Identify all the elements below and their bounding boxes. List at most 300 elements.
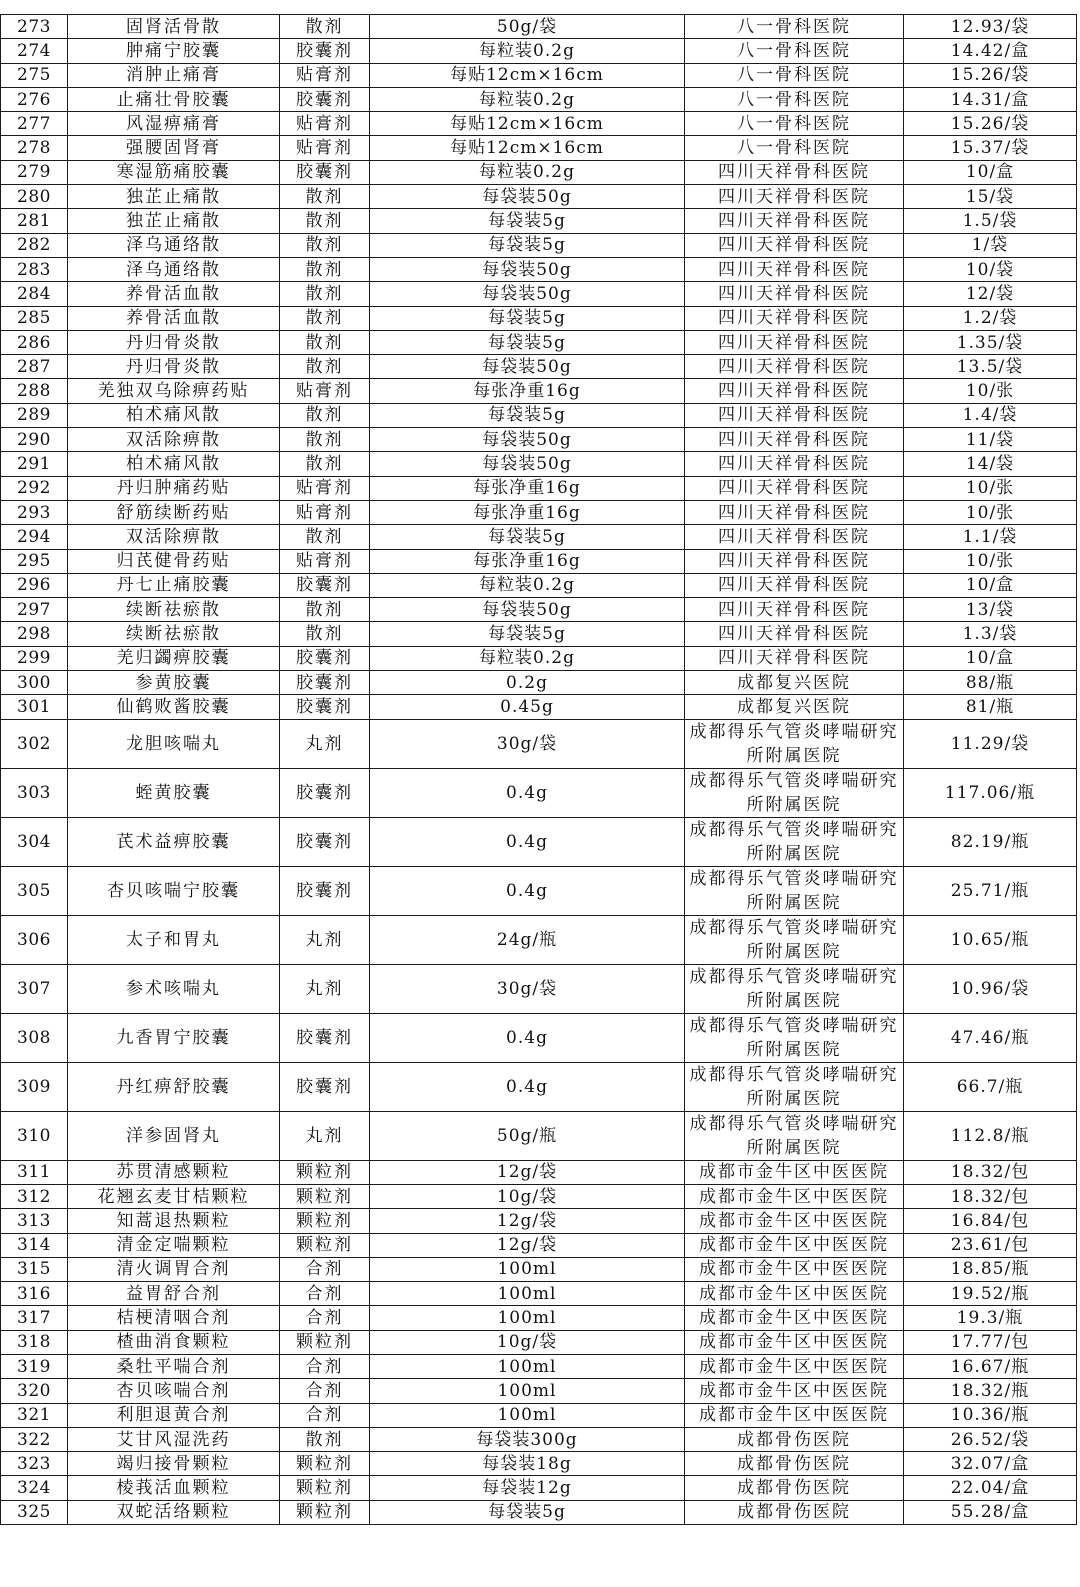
dosage-form-cell: 胶囊剂 xyxy=(280,768,370,817)
table-row xyxy=(1,1403,1077,1427)
hospital-name-cell: 八一骨科医院 xyxy=(685,87,904,111)
unit-price-cell: 32.07/盒 xyxy=(904,1452,1077,1476)
drug-name-cell: 丹归骨炎散 xyxy=(68,355,280,379)
dosage-form-cell: 贴膏剂 xyxy=(280,476,370,500)
unit-price-cell: 112.8/瓶 xyxy=(904,1111,1077,1160)
specification-cell: 每粒装0.2g xyxy=(370,573,685,597)
hospital-name-cell: 成都骨伤医院 xyxy=(685,1452,904,1476)
dosage-form-cell: 胶囊剂 xyxy=(280,671,370,695)
unit-price-cell: 10.65/瓶 xyxy=(904,915,1077,964)
drug-name-cell: 风湿痹痛膏 xyxy=(68,112,280,136)
hospital-name-cell: 成都市金牛区中医医院 xyxy=(685,1209,904,1233)
dosage-form-cell: 散剂 xyxy=(280,209,370,233)
unit-price-cell: 47.46/瓶 xyxy=(904,1013,1077,1062)
dosage-form-cell: 贴膏剂 xyxy=(280,136,370,160)
row-number-cell: 278 xyxy=(1,136,68,160)
drug-name-cell: 杏贝咳喘合剂 xyxy=(68,1379,280,1403)
dosage-form-cell: 贴膏剂 xyxy=(280,500,370,524)
drug-name-cell: 羌归蠲痹胶囊 xyxy=(68,646,280,670)
hospital-name-cell: 四川天祥骨科医院 xyxy=(685,500,904,524)
hospital-name-cell: 成都骨伤医院 xyxy=(685,1476,904,1500)
hospital-name-cell: 八一骨科医院 xyxy=(685,136,904,160)
unit-price-cell: 14/袋 xyxy=(904,452,1077,476)
unit-price-cell: 12/袋 xyxy=(904,282,1077,306)
hospital-name-cell: 成都复兴医院 xyxy=(685,671,904,695)
unit-price-cell: 1.35/袋 xyxy=(904,330,1077,354)
drug-name-cell: 强腰固肾膏 xyxy=(68,136,280,160)
table-row xyxy=(1,1306,1077,1330)
specification-cell: 50g/瓶 xyxy=(370,1111,685,1160)
drug-name-cell: 清火调胃合剂 xyxy=(68,1257,280,1281)
specification-cell: 每张净重16g xyxy=(370,500,685,524)
row-number-cell: 310 xyxy=(1,1111,68,1160)
dosage-form-cell: 颗粒剂 xyxy=(280,1500,370,1524)
hospital-name-cell: 成都市金牛区中医医院 xyxy=(685,1330,904,1354)
dosage-form-cell: 丸剂 xyxy=(280,719,370,768)
specification-cell: 100ml xyxy=(370,1403,685,1427)
drug-name-cell: 肿痛宁胶囊 xyxy=(68,39,280,63)
hospital-name-cell: 四川天祥骨科医院 xyxy=(685,428,904,452)
specification-cell: 每袋装12g xyxy=(370,1476,685,1500)
row-number-cell: 304 xyxy=(1,817,68,866)
table-row xyxy=(1,1013,1077,1062)
specification-cell: 每贴12cm×16cm xyxy=(370,63,685,87)
specification-cell: 50g/袋 xyxy=(370,15,685,39)
specification-cell: 10g/袋 xyxy=(370,1184,685,1208)
specification-cell: 每袋装5g xyxy=(370,525,685,549)
dosage-form-cell: 丸剂 xyxy=(280,915,370,964)
row-number-cell: 281 xyxy=(1,209,68,233)
unit-price-cell: 1.4/袋 xyxy=(904,403,1077,427)
row-number-cell: 318 xyxy=(1,1330,68,1354)
table-row xyxy=(1,1257,1077,1281)
drug-name-cell: 归芪健骨药贴 xyxy=(68,549,280,573)
unit-price-cell: 1.1/袋 xyxy=(904,525,1077,549)
unit-price-cell: 1/袋 xyxy=(904,233,1077,257)
unit-price-cell: 15/袋 xyxy=(904,185,1077,209)
hospital-name-cell: 四川天祥骨科医院 xyxy=(685,476,904,500)
unit-price-cell: 15.26/袋 xyxy=(904,63,1077,87)
dosage-form-cell: 颗粒剂 xyxy=(280,1209,370,1233)
table-row xyxy=(1,1160,1077,1184)
drug-name-cell: 花翘玄麦甘桔颗粒 xyxy=(68,1184,280,1208)
unit-price-cell: 10/张 xyxy=(904,549,1077,573)
hospital-name-cell: 成都得乐气管炎哮喘研究所附属医院 xyxy=(685,866,904,915)
dosage-form-cell: 散剂 xyxy=(280,403,370,427)
table-body xyxy=(1,15,1077,1525)
specification-cell: 每袋装5g xyxy=(370,233,685,257)
unit-price-cell: 10/袋 xyxy=(904,257,1077,281)
dosage-form-cell: 胶囊剂 xyxy=(280,646,370,670)
row-number-cell: 317 xyxy=(1,1306,68,1330)
row-number-cell: 301 xyxy=(1,695,68,719)
drug-name-cell: 桔梗清咽合剂 xyxy=(68,1306,280,1330)
dosage-form-cell: 散剂 xyxy=(280,282,370,306)
unit-price-cell: 25.71/瓶 xyxy=(904,866,1077,915)
unit-price-cell: 10.96/袋 xyxy=(904,964,1077,1013)
row-number-cell: 290 xyxy=(1,428,68,452)
specification-cell: 每袋装50g xyxy=(370,598,685,622)
row-number-cell: 296 xyxy=(1,573,68,597)
row-number-cell: 316 xyxy=(1,1282,68,1306)
table-row xyxy=(1,1330,1077,1354)
dosage-form-cell: 散剂 xyxy=(280,233,370,257)
unit-price-cell: 10/盒 xyxy=(904,646,1077,670)
row-number-cell: 312 xyxy=(1,1184,68,1208)
specification-cell: 每粒装0.2g xyxy=(370,87,685,111)
table-row xyxy=(1,1209,1077,1233)
table-row xyxy=(1,915,1077,964)
row-number-cell: 288 xyxy=(1,379,68,403)
hospital-name-cell: 四川天祥骨科医院 xyxy=(685,622,904,646)
dosage-form-cell: 散剂 xyxy=(280,598,370,622)
drug-name-cell: 丹红痹舒胶囊 xyxy=(68,1062,280,1111)
specification-cell: 0.4g xyxy=(370,1062,685,1111)
hospital-name-cell: 四川天祥骨科医院 xyxy=(685,306,904,330)
row-number-cell: 289 xyxy=(1,403,68,427)
table-row xyxy=(1,646,1077,670)
specification-cell: 每贴12cm×16cm xyxy=(370,112,685,136)
drug-name-cell: 参黄胶囊 xyxy=(68,671,280,695)
dosage-form-cell: 丸剂 xyxy=(280,964,370,1013)
table-row xyxy=(1,573,1077,597)
hospital-name-cell: 四川天祥骨科医院 xyxy=(685,257,904,281)
table-row xyxy=(1,622,1077,646)
table-row xyxy=(1,671,1077,695)
table-row xyxy=(1,379,1077,403)
table-row xyxy=(1,63,1077,87)
unit-price-cell: 16.84/包 xyxy=(904,1209,1077,1233)
drug-name-cell: 舒筋续断药贴 xyxy=(68,500,280,524)
table-row xyxy=(1,1379,1077,1403)
specification-cell: 每袋装50g xyxy=(370,257,685,281)
drug-name-cell: 消肿止痛膏 xyxy=(68,63,280,87)
dosage-form-cell: 胶囊剂 xyxy=(280,1062,370,1111)
dosage-form-cell: 散剂 xyxy=(280,257,370,281)
drug-name-cell: 泽乌通络散 xyxy=(68,257,280,281)
row-number-cell: 325 xyxy=(1,1500,68,1524)
hospital-name-cell: 四川天祥骨科医院 xyxy=(685,160,904,184)
dosage-form-cell: 颗粒剂 xyxy=(280,1330,370,1354)
unit-price-cell: 10/张 xyxy=(904,500,1077,524)
table-row xyxy=(1,1452,1077,1476)
hospital-name-cell: 四川天祥骨科医院 xyxy=(685,573,904,597)
row-number-cell: 320 xyxy=(1,1379,68,1403)
table-row xyxy=(1,768,1077,817)
specification-cell: 0.45g xyxy=(370,695,685,719)
specification-cell: 每袋装5g xyxy=(370,306,685,330)
table-row xyxy=(1,160,1077,184)
row-number-cell: 314 xyxy=(1,1233,68,1257)
unit-price-cell: 18.32/包 xyxy=(904,1160,1077,1184)
dosage-form-cell: 胶囊剂 xyxy=(280,866,370,915)
unit-price-cell: 10/盒 xyxy=(904,573,1077,597)
hospital-name-cell: 八一骨科医院 xyxy=(685,39,904,63)
specification-cell: 0.4g xyxy=(370,768,685,817)
drug-name-cell: 芪术益痹胶囊 xyxy=(68,817,280,866)
drug-name-cell: 止痛壮骨胶囊 xyxy=(68,87,280,111)
drug-name-cell: 柏术痛风散 xyxy=(68,403,280,427)
table-row xyxy=(1,1427,1077,1451)
unit-price-cell: 13/袋 xyxy=(904,598,1077,622)
drug-name-cell: 柏术痛风散 xyxy=(68,452,280,476)
unit-price-cell: 82.19/瓶 xyxy=(904,817,1077,866)
hospital-name-cell: 成都得乐气管炎哮喘研究所附属医院 xyxy=(685,1111,904,1160)
dosage-form-cell: 颗粒剂 xyxy=(280,1184,370,1208)
unit-price-cell: 81/瓶 xyxy=(904,695,1077,719)
drug-name-cell: 续断祛瘀散 xyxy=(68,598,280,622)
hospital-name-cell: 四川天祥骨科医院 xyxy=(685,379,904,403)
drug-name-cell: 丹七止痛胶囊 xyxy=(68,573,280,597)
drug-name-cell: 固肾活骨散 xyxy=(68,15,280,39)
drug-name-cell: 双蛇活络颗粒 xyxy=(68,1500,280,1524)
unit-price-cell: 17.77/包 xyxy=(904,1330,1077,1354)
drug-name-cell: 寒湿筋痛胶囊 xyxy=(68,160,280,184)
drug-name-cell: 棱莪活血颗粒 xyxy=(68,1476,280,1500)
unit-price-cell: 16.67/瓶 xyxy=(904,1354,1077,1378)
dosage-form-cell: 胶囊剂 xyxy=(280,39,370,63)
row-number-cell: 277 xyxy=(1,112,68,136)
hospital-name-cell: 四川天祥骨科医院 xyxy=(685,355,904,379)
row-number-cell: 307 xyxy=(1,964,68,1013)
row-number-cell: 293 xyxy=(1,500,68,524)
table-row xyxy=(1,817,1077,866)
row-number-cell: 324 xyxy=(1,1476,68,1500)
row-number-cell: 292 xyxy=(1,476,68,500)
specification-cell: 每袋装50g xyxy=(370,282,685,306)
row-number-cell: 313 xyxy=(1,1209,68,1233)
unit-price-cell: 1.2/袋 xyxy=(904,306,1077,330)
dosage-form-cell: 胶囊剂 xyxy=(280,573,370,597)
row-number-cell: 321 xyxy=(1,1403,68,1427)
drug-name-cell: 太子和胃丸 xyxy=(68,915,280,964)
drug-name-cell: 丹归骨炎散 xyxy=(68,330,280,354)
table-row xyxy=(1,598,1077,622)
table-row xyxy=(1,1476,1077,1500)
specification-cell: 24g/瓶 xyxy=(370,915,685,964)
specification-cell: 每袋装5g xyxy=(370,209,685,233)
table-row xyxy=(1,112,1077,136)
drug-name-cell: 养骨活血散 xyxy=(68,282,280,306)
hospital-name-cell: 成都得乐气管炎哮喘研究所附属医院 xyxy=(685,768,904,817)
document-page xyxy=(0,14,1080,1525)
dosage-form-cell: 颗粒剂 xyxy=(280,1233,370,1257)
dosage-form-cell: 颗粒剂 xyxy=(280,1452,370,1476)
drug-name-cell: 桑牡平喘合剂 xyxy=(68,1354,280,1378)
hospital-name-cell: 成都得乐气管炎哮喘研究所附属医院 xyxy=(685,719,904,768)
hospital-name-cell: 八一骨科医院 xyxy=(685,112,904,136)
table-row xyxy=(1,476,1077,500)
unit-price-cell: 10/张 xyxy=(904,476,1077,500)
table-row xyxy=(1,87,1077,111)
hospital-name-cell: 成都市金牛区中医医院 xyxy=(685,1160,904,1184)
row-number-cell: 291 xyxy=(1,452,68,476)
unit-price-cell: 66.7/瓶 xyxy=(904,1062,1077,1111)
specification-cell: 每袋装18g xyxy=(370,1452,685,1476)
specification-cell: 每粒装0.2g xyxy=(370,39,685,63)
specification-cell: 100ml xyxy=(370,1354,685,1378)
specification-cell: 12g/袋 xyxy=(370,1209,685,1233)
drug-name-cell: 独芷止痛散 xyxy=(68,185,280,209)
row-number-cell: 319 xyxy=(1,1354,68,1378)
table-row xyxy=(1,866,1077,915)
table-row xyxy=(1,306,1077,330)
specification-cell: 每袋装5g xyxy=(370,330,685,354)
row-number-cell: 311 xyxy=(1,1160,68,1184)
unit-price-cell: 12.93/袋 xyxy=(904,15,1077,39)
specification-cell: 0.2g xyxy=(370,671,685,695)
unit-price-cell: 88/瓶 xyxy=(904,671,1077,695)
specification-cell: 每张净重16g xyxy=(370,476,685,500)
unit-price-cell: 11/袋 xyxy=(904,428,1077,452)
dosage-form-cell: 贴膏剂 xyxy=(280,112,370,136)
dosage-form-cell: 合剂 xyxy=(280,1306,370,1330)
table-row xyxy=(1,1282,1077,1306)
table-row xyxy=(1,1184,1077,1208)
hospital-name-cell: 成都市金牛区中医医院 xyxy=(685,1306,904,1330)
drug-name-cell: 续断祛瘀散 xyxy=(68,622,280,646)
specification-cell: 每袋装5g xyxy=(370,622,685,646)
dosage-form-cell: 颗粒剂 xyxy=(280,1476,370,1500)
row-number-cell: 283 xyxy=(1,257,68,281)
dosage-form-cell: 胶囊剂 xyxy=(280,87,370,111)
dosage-form-cell: 散剂 xyxy=(280,1427,370,1451)
hospital-name-cell: 成都市金牛区中医医院 xyxy=(685,1184,904,1208)
drug-name-cell: 利胆退黄合剂 xyxy=(68,1403,280,1427)
drug-name-cell: 羌独双乌除痹药贴 xyxy=(68,379,280,403)
specification-cell: 10g/袋 xyxy=(370,1330,685,1354)
table-row xyxy=(1,330,1077,354)
specification-cell: 每袋装50g xyxy=(370,428,685,452)
dosage-form-cell: 胶囊剂 xyxy=(280,695,370,719)
row-number-cell: 282 xyxy=(1,233,68,257)
row-number-cell: 299 xyxy=(1,646,68,670)
hospital-name-cell: 四川天祥骨科医院 xyxy=(685,525,904,549)
table-row xyxy=(1,257,1077,281)
drug-name-cell: 楂曲消食颗粒 xyxy=(68,1330,280,1354)
unit-price-cell: 15.37/袋 xyxy=(904,136,1077,160)
row-number-cell: 284 xyxy=(1,282,68,306)
drug-name-cell: 艾甘风湿洗药 xyxy=(68,1427,280,1451)
row-number-cell: 298 xyxy=(1,622,68,646)
hospital-name-cell: 成都得乐气管炎哮喘研究所附属医院 xyxy=(685,1062,904,1111)
row-number-cell: 315 xyxy=(1,1257,68,1281)
specification-cell: 每袋装300g xyxy=(370,1427,685,1451)
hospital-name-cell: 四川天祥骨科医院 xyxy=(685,209,904,233)
dosage-form-cell: 胶囊剂 xyxy=(280,1013,370,1062)
hospital-name-cell: 四川天祥骨科医院 xyxy=(685,452,904,476)
hospital-name-cell: 成都市金牛区中医医院 xyxy=(685,1354,904,1378)
specification-cell: 每张净重16g xyxy=(370,549,685,573)
dosage-form-cell: 贴膏剂 xyxy=(280,379,370,403)
hospital-name-cell: 成都市金牛区中医医院 xyxy=(685,1257,904,1281)
hospital-name-cell: 成都复兴医院 xyxy=(685,695,904,719)
drug-name-cell: 仙鹤败酱胶囊 xyxy=(68,695,280,719)
table-row xyxy=(1,549,1077,573)
row-number-cell: 294 xyxy=(1,525,68,549)
drug-name-cell: 独芷止痛散 xyxy=(68,209,280,233)
unit-price-cell: 14.42/盒 xyxy=(904,39,1077,63)
dosage-form-cell: 胶囊剂 xyxy=(280,160,370,184)
drug-name-cell: 泽乌通络散 xyxy=(68,233,280,257)
unit-price-cell: 22.04/盒 xyxy=(904,1476,1077,1500)
row-number-cell: 300 xyxy=(1,671,68,695)
specification-cell: 0.4g xyxy=(370,866,685,915)
dosage-form-cell: 散剂 xyxy=(280,355,370,379)
unit-price-cell: 18.32/包 xyxy=(904,1184,1077,1208)
hospital-name-cell: 成都市金牛区中医医院 xyxy=(685,1379,904,1403)
drug-name-cell: 知蒿退热颗粒 xyxy=(68,1209,280,1233)
drug-name-cell: 苏贯清感颗粒 xyxy=(68,1160,280,1184)
specification-cell: 0.4g xyxy=(370,817,685,866)
table-row xyxy=(1,1354,1077,1378)
dosage-form-cell: 合剂 xyxy=(280,1354,370,1378)
hospital-name-cell: 四川天祥骨科医院 xyxy=(685,185,904,209)
specification-cell: 100ml xyxy=(370,1379,685,1403)
row-number-cell: 276 xyxy=(1,87,68,111)
hospital-name-cell: 成都市金牛区中医医院 xyxy=(685,1403,904,1427)
hospital-name-cell: 四川天祥骨科医院 xyxy=(685,646,904,670)
row-number-cell: 286 xyxy=(1,330,68,354)
hospital-name-cell: 成都得乐气管炎哮喘研究所附属医院 xyxy=(685,1013,904,1062)
specification-cell: 每粒装0.2g xyxy=(370,646,685,670)
hospital-name-cell: 成都骨伤医院 xyxy=(685,1427,904,1451)
table-row xyxy=(1,452,1077,476)
table-row xyxy=(1,136,1077,160)
table-row xyxy=(1,964,1077,1013)
unit-price-cell: 19.52/瓶 xyxy=(904,1282,1077,1306)
dosage-form-cell: 合剂 xyxy=(280,1379,370,1403)
unit-price-cell: 18.32/瓶 xyxy=(904,1379,1077,1403)
row-number-cell: 273 xyxy=(1,15,68,39)
specification-cell: 每袋装5g xyxy=(370,1500,685,1524)
row-number-cell: 306 xyxy=(1,915,68,964)
hospital-name-cell: 四川天祥骨科医院 xyxy=(685,282,904,306)
table-row xyxy=(1,525,1077,549)
table-row xyxy=(1,695,1077,719)
drug-name-cell: 参术咳喘丸 xyxy=(68,964,280,1013)
specification-cell: 30g/袋 xyxy=(370,964,685,1013)
unit-price-cell: 11.29/袋 xyxy=(904,719,1077,768)
dosage-form-cell: 散剂 xyxy=(280,330,370,354)
row-number-cell: 280 xyxy=(1,185,68,209)
unit-price-cell: 55.28/盒 xyxy=(904,1500,1077,1524)
dosage-form-cell: 胶囊剂 xyxy=(280,817,370,866)
hospital-name-cell: 成都得乐气管炎哮喘研究所附属医院 xyxy=(685,964,904,1013)
table-row xyxy=(1,282,1077,306)
hospital-name-cell: 成都得乐气管炎哮喘研究所附属医院 xyxy=(685,817,904,866)
dosage-form-cell: 合剂 xyxy=(280,1403,370,1427)
unit-price-cell: 1.3/袋 xyxy=(904,622,1077,646)
unit-price-cell: 10/盒 xyxy=(904,160,1077,184)
hospital-name-cell: 成都骨伤医院 xyxy=(685,1500,904,1524)
table-row xyxy=(1,209,1077,233)
row-number-cell: 279 xyxy=(1,160,68,184)
table-row xyxy=(1,719,1077,768)
dosage-form-cell: 散剂 xyxy=(280,185,370,209)
row-number-cell: 302 xyxy=(1,719,68,768)
unit-price-cell: 19.3/瓶 xyxy=(904,1306,1077,1330)
unit-price-cell: 117.06/瓶 xyxy=(904,768,1077,817)
specification-cell: 每贴12cm×16cm xyxy=(370,136,685,160)
dosage-form-cell: 散剂 xyxy=(280,525,370,549)
hospital-name-cell: 八一骨科医院 xyxy=(685,15,904,39)
drug-name-cell: 益胃舒合剂 xyxy=(68,1282,280,1306)
unit-price-cell: 15.26/袋 xyxy=(904,112,1077,136)
specification-cell: 30g/袋 xyxy=(370,719,685,768)
drug-name-cell: 丹归肿痛药贴 xyxy=(68,476,280,500)
row-number-cell: 309 xyxy=(1,1062,68,1111)
